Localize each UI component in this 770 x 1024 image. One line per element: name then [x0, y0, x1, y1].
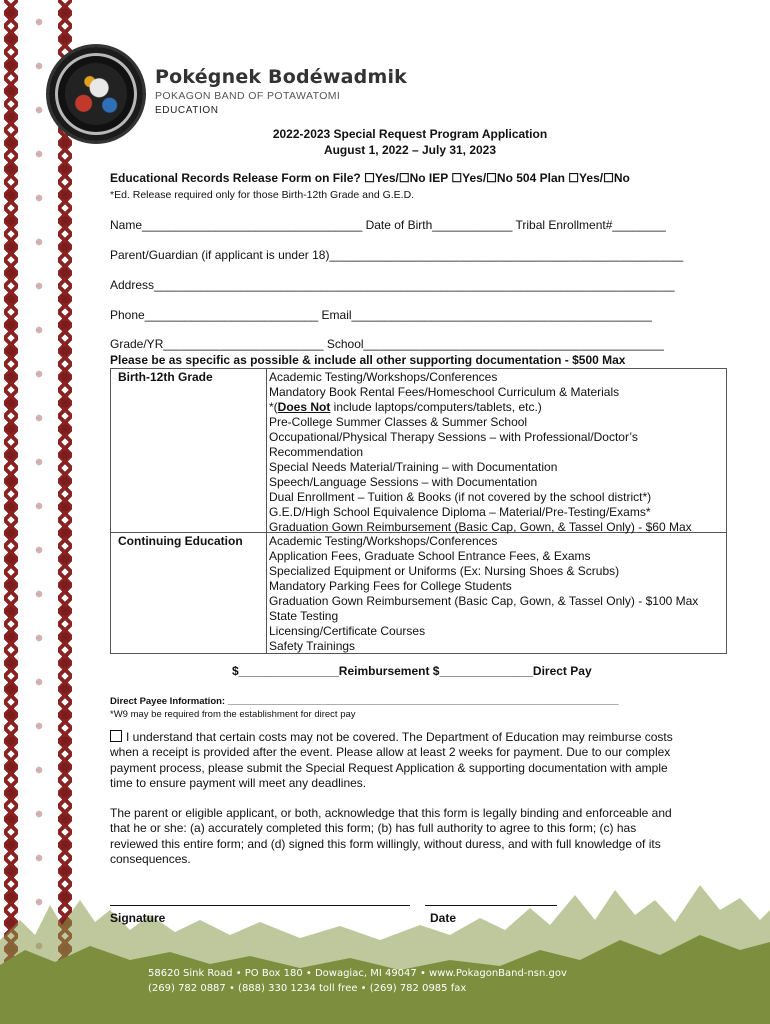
signature-line[interactable] — [110, 905, 410, 906]
landscape-illustration — [0, 880, 770, 1024]
list-item: Application Fees, Graduate School Entrance Fees, & Exams — [269, 549, 591, 563]
list-item: Recommendation — [269, 445, 364, 459]
acknowledge-paragraph — [110, 806, 710, 868]
understand-text: time to ensure payment will meet any deadlines. — [110, 776, 367, 791]
brand-name: Pokégnek Bodéwadmik — [155, 66, 407, 88]
seal-artwork — [65, 63, 127, 125]
address-field[interactable]: Address______________________________________________________________________________ — [110, 278, 675, 292]
date-line[interactable] — [425, 905, 557, 906]
category-continuing-education: Continuing Education — [118, 534, 243, 548]
acknowledge-text: reviewed this entire form; and (d) signed this form willingly, without duress, and with full knowledge of its — [110, 836, 661, 851]
list-item: Occupational/Physical Therapy Sessions – with Professional/Doctor’s — [269, 430, 638, 444]
category-birth-12-items — [269, 370, 724, 535]
phone-email-field[interactable]: Phone__________________________ Email_____________________________________________ — [110, 308, 652, 322]
border-pattern-right — [58, 0, 72, 1024]
list-item: Licensing/Certificate Courses — [269, 624, 426, 638]
list-item: Safety Trainings — [269, 639, 356, 653]
instructions-heading: Please be as specific as possible & include all other supporting documentation - $500 Max — [110, 353, 626, 367]
signature-label: Signature — [110, 911, 166, 925]
date-label: Date — [430, 911, 457, 925]
table-divider-vertical — [266, 369, 267, 653]
brand-block — [155, 66, 407, 116]
list-item: Pre-College Summer Classes & Summer School — [269, 415, 528, 429]
understand-text: I understand that certain costs may not be covered. The Department of Education may reimburse costs — [126, 730, 673, 744]
list-item — [269, 400, 724, 415]
acknowledge-text: that he or she: (a) accurately completed this form; (b) has full authority to agree to this form; (c) has — [110, 821, 637, 836]
list-item: State Testing — [269, 609, 339, 623]
list-item: Speech/Language Sessions – with Documentation — [269, 475, 538, 489]
footer-address: 58620 Sink Road • PO Box 180 • Dowagiac, MI 49047 • www.PokagonBand-nsn.gov — [148, 968, 567, 979]
list-item: Dual Enrollment – Tuition & Books (if not covered by the school district*) — [269, 490, 652, 504]
list-item: G.E.D/High School Equivalence Diploma – Material/Pre-Testing/Exams* — [269, 505, 651, 519]
w9-note: *W9 may be required from the establishment for direct pay — [110, 709, 356, 720]
form-title: 2022-2023 Special Request Program Application — [272, 127, 548, 141]
payment-amount-fields[interactable]: $_______________Reimbursement $______________Direct Pay — [232, 664, 592, 678]
list-item: Specialized Equipment or Uniforms (Ex: Nursing Shoes & Scrubs) — [269, 564, 620, 578]
list-item: Mandatory Parking Fees for College Students — [269, 579, 512, 593]
list-item: Graduation Gown Reimbursement (Basic Cap, Gown, & Tassel Only) - $100 Max — [269, 594, 699, 608]
parent-guardian-field[interactable]: Parent/Guardian (if applicant is under 18)_____________________________________________________ — [110, 248, 684, 262]
list-item: Graduation Gown Reimbursement (Basic Cap, Gown, & Tassel Only) - $60 Max — [269, 520, 692, 534]
understand-checkbox[interactable] — [110, 730, 122, 742]
note-suffix: include laptops/computers/tablets, etc.) — [330, 400, 542, 414]
list-item: Academic Testing/Workshops/Conferences — [269, 370, 498, 384]
acknowledge-text: consequences. — [110, 852, 191, 867]
category-birth-12: Birth-12th Grade — [118, 370, 213, 384]
acknowledge-text: The parent or eligible applicant, or both, acknowledge that this form is legally binding and enforceable and — [110, 806, 672, 820]
understand-text: when a receipt is provided after the event. Please allow at least 2 weeks for payment. Due to our complex — [110, 745, 671, 760]
grade-school-field[interactable]: Grade/YR________________________ School_____________________________________________ — [110, 337, 664, 351]
name-field[interactable]: Name_________________________________ Date of Birth____________ Tribal Enrollment#________ — [110, 218, 666, 232]
program-table — [110, 368, 727, 654]
decorative-border — [0, 0, 78, 1024]
understand-paragraph — [110, 730, 710, 792]
note-prefix: *( — [269, 400, 278, 414]
border-pattern-middle — [31, 0, 47, 1024]
border-pattern-left — [4, 0, 18, 1024]
records-release-note: *Ed. Release required only for those Birth-12th Grade and G.E.D. — [110, 189, 415, 201]
category-continuing-education-items — [269, 534, 724, 654]
brand-subtitle: POKAGON BAND OF POTAWATOMI — [155, 90, 341, 102]
footer-phone: (269) 782 0887 • (888) 330 1234 toll free • (269) 782 0985 fax — [148, 983, 467, 994]
brand-department: EDUCATION — [155, 105, 219, 116]
direct-payee-field[interactable]: Direct Payee Information: __________________________________________________________________________ — [110, 696, 619, 707]
does-not-emphasis: Does Not — [277, 400, 331, 414]
list-item: Mandatory Book Rental Fees/Homeschool Curriculum & Materials — [269, 385, 620, 399]
understand-text: payment process, please submit the Special Request Application & supporting documentation with ample — [110, 760, 668, 775]
records-release-line: Educational Records Release Form on File? ☐Yes/☐No IEP ☐Yes/☐No 504 Plan ☐Yes/☐No — [110, 171, 630, 185]
list-item: Special Needs Material/Training – with Documentation — [269, 460, 558, 474]
form-date-range: August 1, 2022 – July 31, 2023 — [323, 143, 497, 157]
list-item: Academic Testing/Workshops/Conferences — [269, 534, 498, 548]
